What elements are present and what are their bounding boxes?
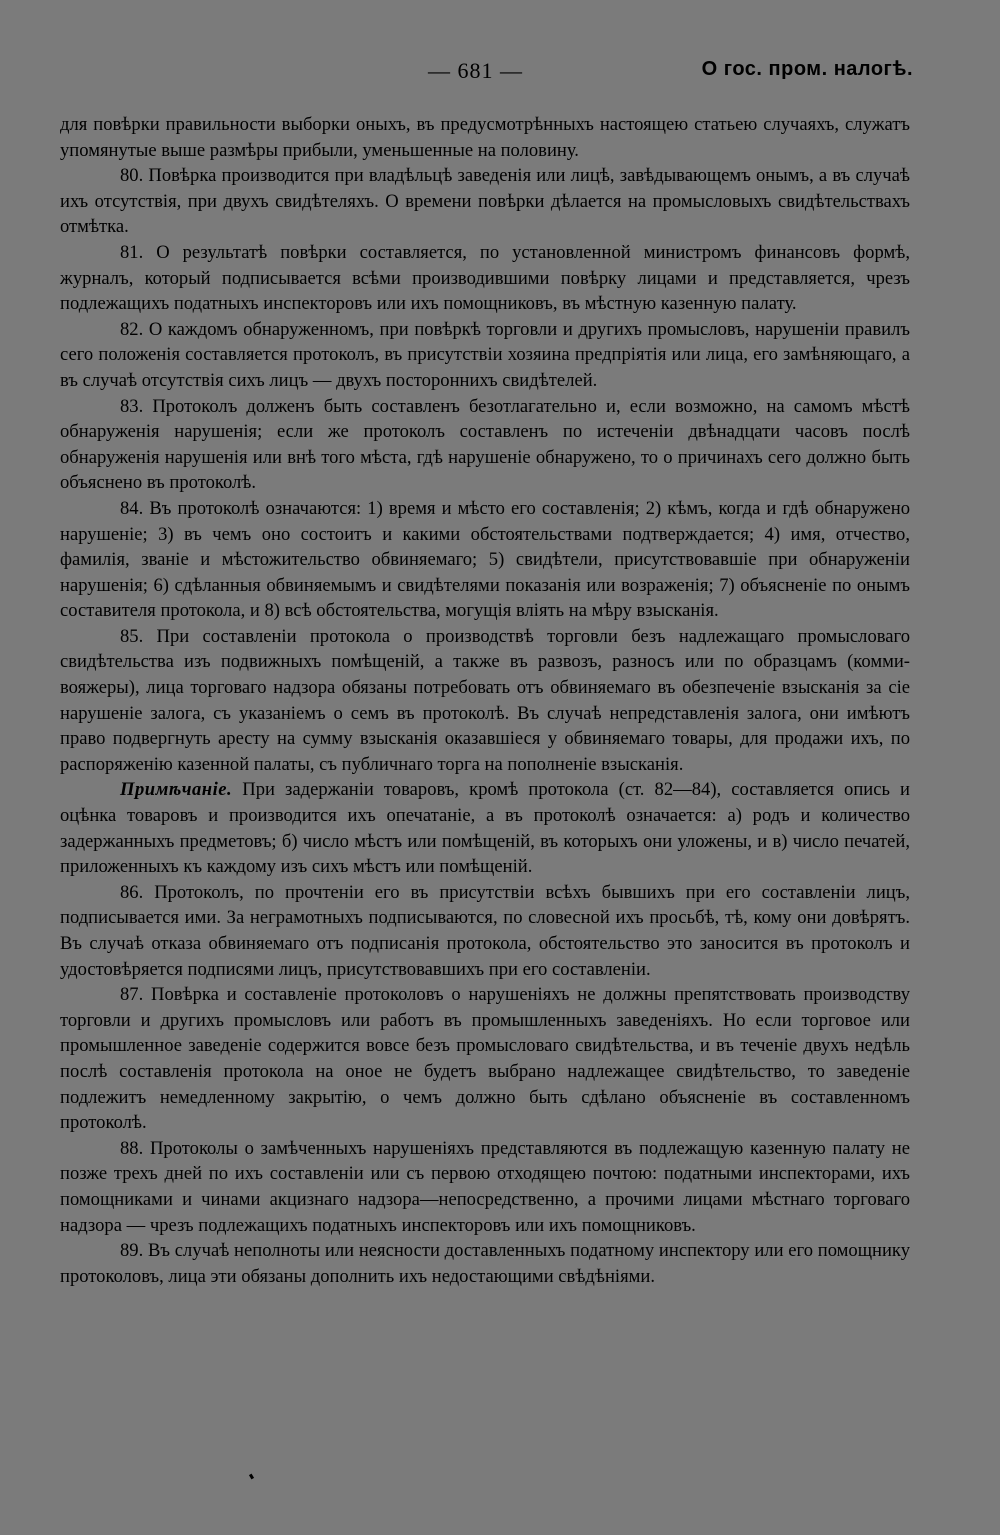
paragraph-note	[60, 777, 910, 879]
paragraph-article-82: 82. О каждомъ обнаруженномъ, при повѣркѣ торговли и другихъ промысловъ, нарушеніи правилъ сего положенія составляется протоколъ, въ присутствіи хозяина предпріятія или лица, его замѣняющаго, а въ случаѣ отсутствія сихъ лицъ — двухъ постороннихъ свидѣтелей.	[60, 318, 910, 391]
page-body	[60, 112, 910, 1289]
page-header	[60, 50, 913, 100]
paragraph-article-85: 85. При составленіи протокола о производствѣ торговли безъ надлежащаго промысловаго свидѣтельства изъ подвижныхъ помѣщеній, а также въ развозъ, разносъ или по образцамъ (комми-вояжеры), лица торговаго надзора обязаны потребовать отъ обвиняемаго въ обезпеченіе взысканія за сіе нарушеніе залога, съ указаніемъ о семъ въ протоколѣ. Въ случаѣ непредставленія залога, они имѣютъ право подвергнуть аресту на сумму взысканія оказавшіеся у обвиняемаго товары, для продажи ихъ, по распоряженію казенной палаты, съ публичнаго торга на пополненіе взысканія.	[60, 625, 910, 775]
paragraph-article-81: 81. О результатѣ повѣрки составляется, по установленной министромъ финансовъ формѣ, журналъ, который подписывается всѣми производившими повѣрку лицами и представляется, чрезъ подлежащихъ податныхъ инспекторовъ или ихъ помощниковъ, въ мѣстную казенную палату.	[60, 241, 910, 315]
note-label: Примѣчаніе.	[120, 779, 233, 801]
paragraph-article-86: 86. Протоколъ, по прочтеніи его въ присутствіи всѣхъ бывшихъ при его составленіи лицъ, подписывается ими. За неграмотныхъ подписываются, по словесной ихъ просьбѣ, тѣ, кому они довѣрятъ. Въ случаѣ отказа обвиняемаго отъ подписанія протокола, обстоятельство это заносится въ протоколъ и удостовѣряется подписями лицъ, присутствовавшихъ при его составленіи.	[60, 881, 910, 980]
paragraph-article-84: 84. Въ протоколѣ означаются: 1) время и мѣсто его составленія; 2) кѣмъ, когда и гдѣ обнаружено нарушеніе; 3) въ чемъ оно состоитъ и какими обстоятельствами подтверждается; 4) имя, отчество, фамилія, званіе и мѣстожительство обвиняемаго; 5) свидѣтели, присутствовавшіе при обнаруженіи нарушенія; 6) сдѣланныя обвиняемымъ и свидѣтелями показанія или возраженія; 7) объясненіе по онымъ составителя протокола, и 8) всѣ обстоятельства, могущія вліять на мѣру взысканія.	[60, 497, 910, 622]
paragraph-article-88: 88. Протоколы о замѣченныхъ нарушеніяхъ представляются въ подлежащую казенную палату не позже трехъ дней по ихъ составленіи или съ первою отходящею почтою: податными инспекторами, ихъ помощниками и чинами акцизнаго надзора—непосредственно, а прочими лицами мѣстнаго торговаго надзора — чрезъ подлежащихъ податныхъ инспекторовъ или ихъ помощниковъ.	[60, 1137, 910, 1236]
paragraph-article-89: 89. Въ случаѣ неполноты или неясности доставленныхъ податному инспектору или его помощнику протоколовъ, лица эти обязаны дополнить ихъ недостающими свѣдѣніями.	[60, 1240, 910, 1287]
running-title: О гос. пром. налогѣ.	[701, 58, 913, 80]
ink-speck	[249, 1474, 254, 1480]
note-text: При задержаніи товаровъ, кромѣ протокола (ст. 82—84), составляется опись и оцѣнка товаровъ и производится ихъ опечатаніе, а въ протоколѣ означается: а) родъ и количество задержанныхъ предметовъ; б) число мѣстъ или помѣщеній, въ которыхъ они уложены, и в) число печатей, приложенныхъ къ каждому изъ сихъ мѣстъ или помѣщеній.	[60, 779, 910, 878]
paragraph-article-87: 87. Повѣрка и составленіе протоколовъ о нарушеніяхъ не должны препятствовать производству торговли и другихъ промысловъ или работъ въ промышленныхъ заведеніяхъ. Но если торговое или промышленное заведеніе содержится вовсе безъ промысловаго свидѣтельства, и въ теченіе двухъ недѣль послѣ составленія протокола на оное не будетъ выбрано надлежащее свидѣтельство, то заведеніе подлежитъ немедленному закрытію, о чемъ должно быть сдѣлано объясненіе въ составленномъ протоколѣ.	[60, 984, 910, 1134]
page	[60, 50, 913, 1289]
paragraph-article-80: 80. Повѣрка производится при владѣльцѣ заведенія или лицѣ, завѣдывающемъ онымъ, а въ случаѣ ихъ отсутствія, при двухъ свидѣтеляхъ. О времени повѣрки дѣлается на промысловыхъ свидѣтельствахъ отмѣтка.	[60, 165, 910, 238]
paragraph-article-83: 83. Протоколъ долженъ быть составленъ безотлагательно и, если возможно, на самомъ мѣстѣ обнаруженія нарушенія; если же протоколъ составленъ по истеченіи двѣнадцати часовъ послѣ обнаруженія нарушенія или внѣ того мѣста, гдѣ нарушеніе обнаружено, то о причинахъ сего должно быть объяснено въ протоколѣ.	[60, 395, 910, 494]
page-number: — 681 —	[428, 58, 523, 83]
paragraph-continuation: для повѣрки правильности выборки оныхъ, въ предусмотрѣнныхъ настоящею статьею случаяхъ, служатъ упомянутые выше размѣры прибыли, уменьшенные на половину.	[60, 114, 910, 161]
